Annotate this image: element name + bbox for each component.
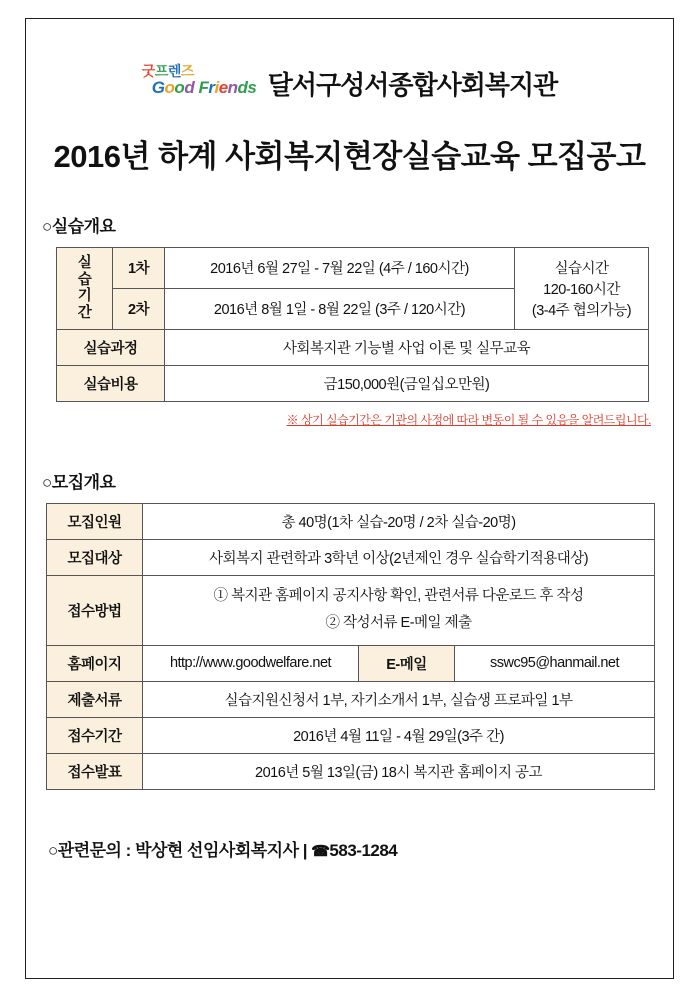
cell-fee-value: 금150,000원(금일십오만원): [165, 365, 649, 401]
table-row: [57, 365, 649, 401]
hours-line-3: (3-4주 협의가능): [531, 302, 632, 319]
cell-documents-value: 실습지원신청서 1부, 자기소개서 1부, 실습생 프로파일 1부: [143, 681, 655, 717]
overview-table: [56, 247, 649, 402]
section-heading-recruitment: ○모집개요: [42, 472, 116, 492]
cell-quota-value: 총 40명(1차 실습-20명 / 2차 실습-20명): [143, 503, 655, 539]
hours-line-1: 실습시간: [554, 260, 609, 277]
table-row: [57, 329, 649, 365]
hours-line-2: 120-160시간: [543, 281, 620, 298]
cell-target-value: 사회복지 관련학과 3학년 이상(2년제인 경우 실습학기적용대상): [143, 539, 655, 575]
period-change-note: ※ 상기 실습기간은 기관의 사정에 따라 변동이 될 수 있음을 알려드립니다.: [286, 412, 651, 427]
cell-email-label: E-메일: [359, 645, 455, 681]
header: [40, 61, 659, 105]
logo-korean-text: 굿프렌즈: [141, 63, 194, 79]
table-row: [47, 575, 655, 645]
cell-homepage-label: 홈페이지: [47, 645, 143, 681]
cell-receipt-value: 2016년 4월 11일 - 4월 29일(3주 간): [143, 717, 655, 753]
contact-phone: 583-1284: [329, 840, 398, 860]
apply-step-1: ① 복지관 홈페이지 공지사항 확인, 관련서류 다운로드 후 작성: [213, 587, 584, 604]
table-row: [47, 717, 655, 753]
telephone-icon: ☎: [311, 842, 330, 860]
table-row: [47, 753, 655, 789]
logo-english-text: Good Friends: [151, 78, 257, 97]
cell-announce-value: 2016년 5월 13일(금) 18시 복지관 홈페이지 공고: [143, 753, 655, 789]
cell-term2-value: 2016년 8월 1일 - 8월 22일 (3주 / 120시간): [165, 288, 515, 329]
cell-term1-label: 1차: [113, 248, 165, 289]
cell-quota-label: 모집인원: [47, 503, 143, 539]
good-friends-logo-icon: [142, 61, 262, 105]
organization-name: 달서구성서종합사회복지관: [267, 69, 558, 100]
page-title: 2016년 하계 사회복지현장실습교육 모집공고: [53, 139, 646, 174]
table-row: [47, 503, 655, 539]
cell-apply-label: 접수방법: [47, 575, 143, 645]
cell-fee-label: 실습비용: [57, 365, 165, 401]
apply-step-2: ② 작성서류 E-메일 제출: [325, 615, 472, 632]
contact-footer: [48, 836, 659, 861]
recruitment-table: [46, 503, 655, 790]
cell-course-label: 실습과정: [57, 329, 165, 365]
cell-homepage-value[interactable]: http://www.goodwelfare.net: [143, 645, 359, 681]
cell-course-value: 사회복지관 기능별 사업 이론 및 실무교육: [165, 329, 649, 365]
table-row: [47, 539, 655, 575]
cell-period-label: 실 습 기 간: [57, 248, 113, 330]
cell-term2-label: 2차: [113, 288, 165, 329]
cell-email-value[interactable]: sswc95@hanmail.net: [455, 645, 655, 681]
table-row: [47, 645, 655, 681]
cell-term1-value: 2016년 6월 27일 - 7월 22일 (4주 / 160시간): [165, 248, 515, 289]
cell-apply-value: [143, 575, 655, 645]
section-heading-overview: ○실습개요: [42, 217, 116, 236]
cell-announce-label: 접수발표: [47, 753, 143, 789]
table-row: [47, 681, 655, 717]
table-row: [57, 248, 649, 289]
cell-documents-label: 제출서류: [47, 681, 143, 717]
contact-text: ○관련문의 : 박상현 선임사회복지사 |: [48, 840, 307, 860]
cell-target-label: 모집대상: [47, 539, 143, 575]
cell-receipt-label: 접수기간: [47, 717, 143, 753]
cell-hours: [515, 248, 649, 330]
poster-content: [40, 35, 659, 861]
